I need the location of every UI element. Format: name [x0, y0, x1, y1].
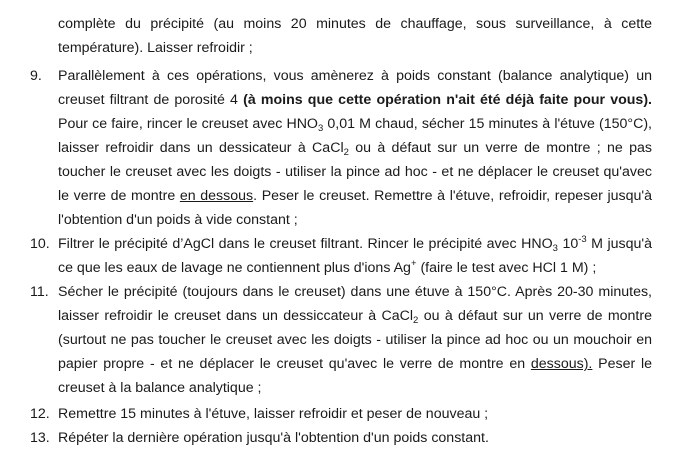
- item-9-number: 9.: [30, 68, 42, 84]
- item-9-line-1: Parallèlement à ces opérations, vous amènerez à poids constant (balance analytique) un: [58, 68, 652, 84]
- item-12-number: 12.: [30, 406, 50, 422]
- item-11-line-1: Sécher le précipité (toujours dans le creuset) dans une étuve à 150°C. Après 20-30 minutes,: [58, 284, 652, 300]
- item-11-number: 11.: [30, 284, 49, 300]
- intro-line-1: complète du précipité (au moins 20 minutes de chauffage, sous surveillance, à cette: [58, 16, 652, 32]
- item-13-number-label: 13.: [30, 430, 50, 446]
- item-9-line-6: le verre de montre en dessous. Peser le creuset. Remettre à l'étuve, refroidir, repeser jusqu'à: [58, 188, 652, 204]
- item-11-underlined: dessous).: [530, 356, 593, 372]
- item-11-line-5: creuset à la balance analytique ;: [58, 380, 262, 396]
- item-11-line-3: (surtout ne pas toucher le creuset avec les doigts - utiliser la pince ad hoc ou un mouchoir en: [58, 332, 652, 348]
- item-10-number: 10.: [30, 236, 50, 252]
- item-13-line-1: Répéter la dernière opération jusqu'à l'obtention d'un poids constant.: [58, 430, 489, 446]
- intro-line-2: température). Laisser refroidir ;: [58, 40, 253, 56]
- item-9-line-4: laisser refroidir dans un dessicateur à CaCl$_2$ ou à défaut sur un verre de montre ; ne pas: [58, 140, 652, 158]
- item-11-line-4: papier propre - et ne déplacer le creuset qu'avec le verre de montre en dessous). Peser le: [58, 356, 652, 372]
- item-9-line-2: creuset filtrant de porosité 4 (à moins que cette opération n'ait été déjà faite pour vous).: [58, 92, 652, 108]
- item-10-line-2: ce que les eaux de lavage ne contiennent plus d'ions Ag+ (faire le test avec HCl 1 M) ;: [58, 258, 597, 276]
- item-9-line-3: Pour ce faire, rincer le creuset avec $HNO_3$ 0,01 M chaud, sécher 15 minutes à l'étuve (150°C),: [58, 116, 652, 134]
- item-12-line-1: Remettre 15 minutes à l'étuve, laisser refroidir et peser de nouveau ;: [58, 406, 489, 422]
- item-10-line-1: Filtrer le précipité d’AgCl dans le creuset filtrant. Rincer le précipité avec $HNO_3$ $10^{-3}$ M jusqu'à: [58, 234, 652, 254]
- item-9-line-5: toucher le creuset avec les doigts - utiliser la pince ad hoc - et ne déplacer le creuset qu'avec: [58, 164, 652, 180]
- item-9-bold-note: (à moins que cette opération n'ait été déjà faite pour vous).: [243, 92, 652, 108]
- item-9-underlined: en dessous: [179, 188, 254, 204]
- item-9-line-7: l'obtention d'un poids à vide constant ;: [58, 212, 298, 228]
- item-11-line-2: laisser refroidir le creuset dans un dessiccateur à CaCl$_2$ ou à défaut sur un verre de montre: [58, 308, 652, 326]
